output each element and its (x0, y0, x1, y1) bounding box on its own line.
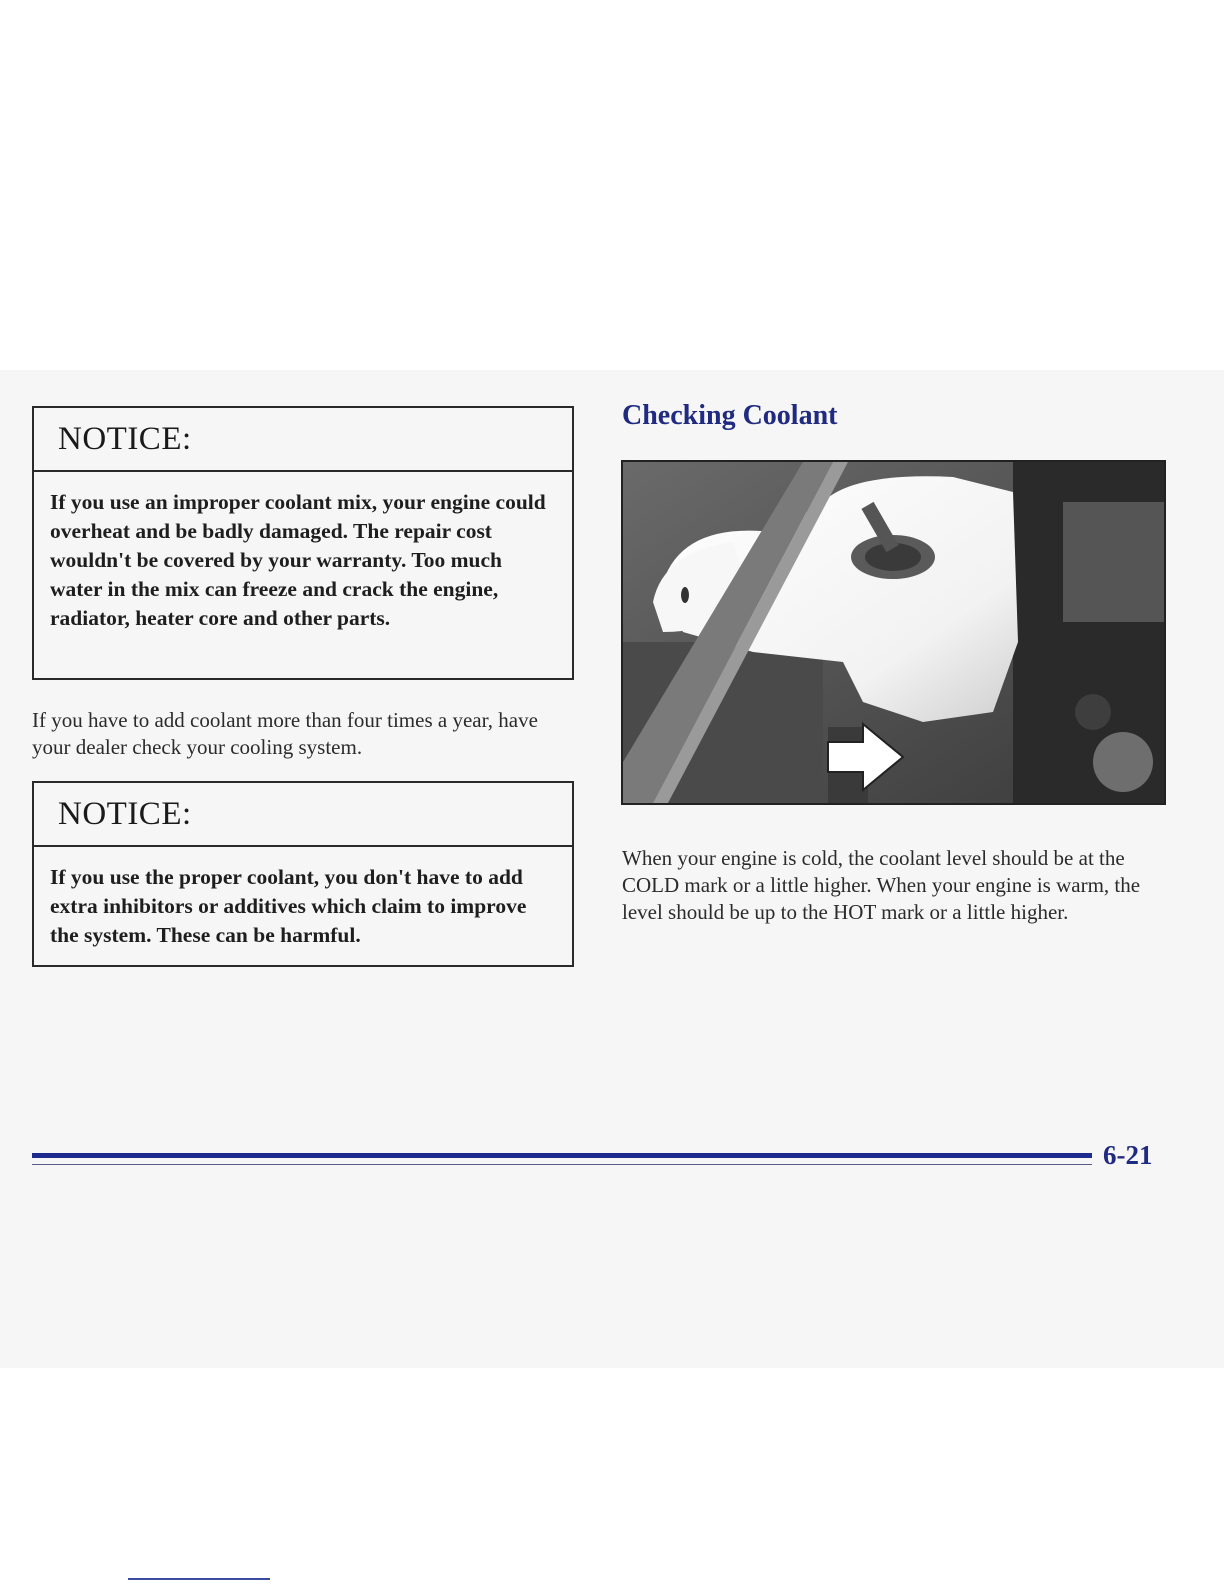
notice-body: If you use an improper coolant mix, your engine could overheat and be badly damaged. The repair cost wouldn't be covered by your warranty. Too much water in the mix can freeze and crack the engine, radiator, heater core and other parts. (50, 490, 546, 630)
notice-heading: NOTICE: (34, 408, 572, 472)
footer-rule (32, 1153, 1092, 1158)
coolant-reservoir-photo (621, 460, 1166, 805)
notice-box-inhibitors (32, 781, 574, 967)
bottom-link-rule (128, 1578, 270, 1580)
notice-body: If you use the proper coolant, you don't have to add extra inhibitors or additives which claim to improve the system. These can be harmful. (50, 865, 527, 947)
footer-rule-thin (32, 1164, 1092, 1165)
notice-heading: NOTICE: (34, 783, 572, 847)
section-title: Checking Coolant (622, 400, 838, 431)
paragraph-coolant-level: When your engine is cold, the coolant level should be at the COLD mark or a little higher. When your engine is warm, the level should be up to the HOT mark or a little higher. (622, 846, 1141, 924)
notice-box-coolant-mix (32, 406, 574, 680)
page-number: 6-21 (1103, 1140, 1153, 1170)
paragraph-add-coolant: If you have to add coolant more than four times a year, have your dealer check your cooling system. (32, 708, 538, 759)
